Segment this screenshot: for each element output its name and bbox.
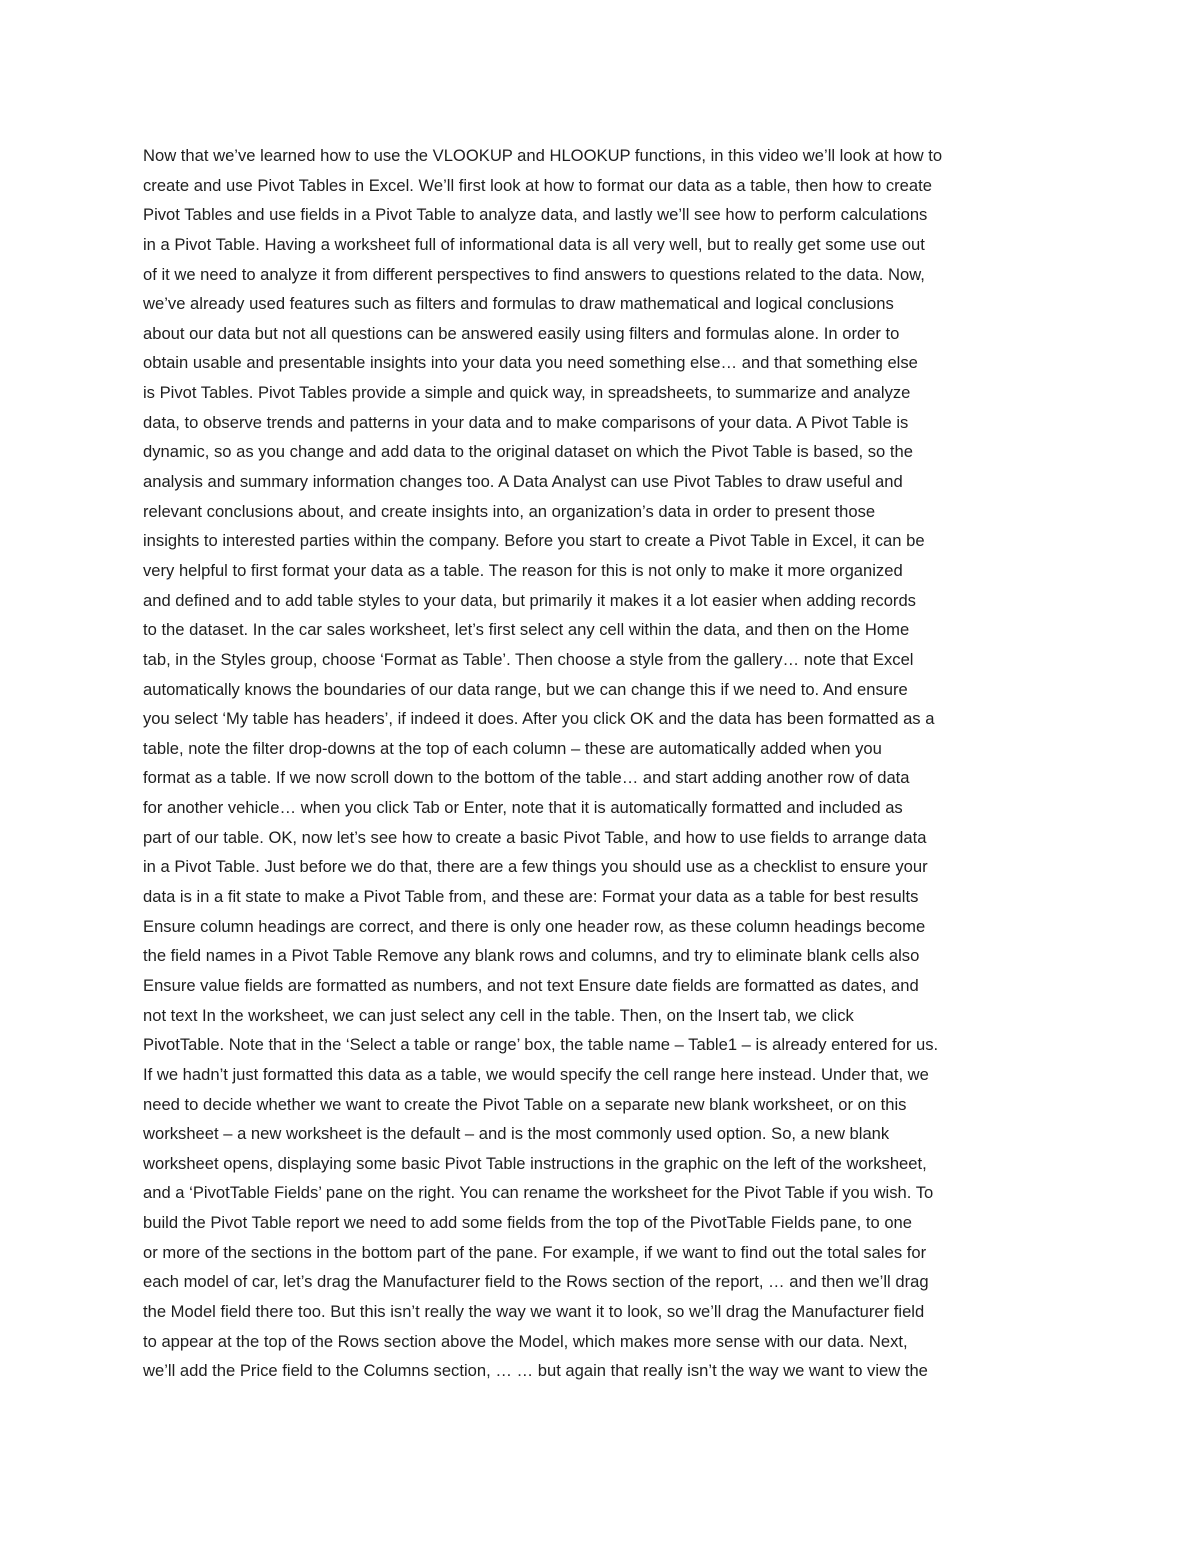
text-line: PivotTable. Note that in the ‘Select a table or range’ box, the table name – Table1 – is already entered for us. <box>143 1035 939 1055</box>
text-line: in a Pivot Table. Just before we do that, there are a few things you should use as a checklist to ensure your <box>143 857 928 877</box>
text-line: for another vehicle… when you click Tab or Enter, note that it is automatically formatted and included as <box>143 798 903 818</box>
text-line: the field names in a Pivot Table Remove any blank rows and columns, and try to eliminate blank cells also <box>143 946 920 966</box>
text-line: about our data but not all questions can be answered easily using filters and formulas alone. In order to <box>143 323 900 343</box>
text-line: Pivot Tables and use fields in a Pivot Table to analyze data, and lastly we’ll see how to perform calculations <box>143 205 928 225</box>
text-line: table, note the filter drop-downs at the top of each column – these are automatically added when you <box>143 738 882 758</box>
text-line: worksheet opens, displaying some basic Pivot Table instructions in the graphic on the left of the worksheet, <box>143 1153 927 1173</box>
text-line: analysis and summary information changes too. A Data Analyst can use Pivot Tables to draw useful and <box>143 472 903 492</box>
transcript-paragraph <box>143 141 1063 1386</box>
text-line: relevant conclusions about, and create insights into, an organization’s data in order to present those <box>143 501 876 521</box>
text-line: and a ‘PivotTable Fields’ pane on the right. You can rename the worksheet for the Pivot Table if you wish. To <box>143 1183 934 1203</box>
text-line: obtain usable and presentable insights into your data you need something else… and that something else <box>143 353 918 373</box>
text-line: we’ll add the Price field to the Columns section, … … but again that really isn’t the way we want to view the <box>143 1361 928 1381</box>
text-line: Ensure value fields are formatted as numbers, and not text Ensure date fields are formatted as dates, and <box>143 975 919 995</box>
text-line: build the Pivot Table report we need to add some fields from the top of the PivotTable Fields pane, to one <box>143 1213 913 1233</box>
text-line: is Pivot Tables. Pivot Tables provide a simple and quick way, in spreadsheets, to summarize and analyze <box>143 383 911 403</box>
text-line: dynamic, so as you change and add data to the original dataset on which the Pivot Table is based, so the <box>143 442 913 462</box>
text-line: data, to observe trends and patterns in your data and to make comparisons of your data. A Pivot Table is <box>143 412 909 432</box>
text-line: data is in a fit state to make a Pivot Table from, and these are: Format your data as a table for best results <box>143 887 919 907</box>
text-line: to the dataset. In the car sales worksheet, let’s first select any cell within the data, and then on the Home <box>143 620 910 640</box>
text-line: create and use Pivot Tables in Excel. We’ll first look at how to format our data as a table, then how to create <box>143 175 932 195</box>
text-line: to appear at the top of the Rows section above the Model, which makes more sense with our data. Next, <box>143 1331 908 1351</box>
text-line: Ensure column headings are correct, and there is only one header row, as these column headings become <box>143 916 926 936</box>
text-line: worksheet – a new worksheet is the default – and is the most commonly used option. So, a new blank <box>143 1124 890 1144</box>
text-line: each model of car, let’s drag the Manufacturer field to the Rows section of the report, … and then we’ll drag <box>143 1272 929 1292</box>
text-line: in a Pivot Table. Having a worksheet full of informational data is all very well, but to really get some use out <box>143 234 925 254</box>
text-line: part of our table. OK, now let’s see how to create a basic Pivot Table, and how to use fields to arrange data <box>143 827 927 847</box>
text-line: or more of the sections in the bottom part of the pane. For example, if we want to find out the total sales for <box>143 1242 927 1262</box>
text-line: If we hadn’t just formatted this data as a table, we would specify the cell range here instead. Under that, we <box>143 1064 929 1084</box>
text-line: the Model field there too. But this isn’t really the way we want it to look, so we’ll drag the Manufacturer field <box>143 1301 925 1321</box>
text-line: insights to interested parties within the company. Before you start to create a Pivot Table in Excel, it can be <box>143 531 925 551</box>
text-line: and defined and to add table styles to your data, but primarily it makes it a lot easier when adding records <box>143 590 916 610</box>
text-line: you select ‘My table has headers’, if indeed it does. After you click OK and the data has been formatted as a <box>143 709 935 729</box>
text-line: not text In the worksheet, we can just select any cell in the table. Then, on the Insert tab, we click <box>143 1005 854 1025</box>
text-line: we’ve already used features such as filters and formulas to draw mathematical and logical conclusions <box>143 294 894 314</box>
text-line: format as a table. If we now scroll down to the bottom of the table… and start adding another row of data <box>143 768 910 788</box>
text-line: of it we need to analyze it from different perspectives to find answers to questions related to the data. Now, <box>143 264 925 284</box>
text-line: very helpful to first format your data as a table. The reason for this is not only to make it more organized <box>143 560 903 580</box>
text-line: tab, in the Styles group, choose ‘Format as Table’. Then choose a style from the gallery… note that Excel <box>143 649 914 669</box>
text-line: Now that we’ve learned how to use the VLOOKUP and HLOOKUP functions, in this video we’ll look at how to <box>143 146 943 165</box>
text-line: automatically knows the boundaries of our data range, but we can change this if we need to. And ensure <box>143 679 908 699</box>
text-line: need to decide whether we want to create the Pivot Table on a separate new blank worksheet, or on this <box>143 1094 907 1114</box>
